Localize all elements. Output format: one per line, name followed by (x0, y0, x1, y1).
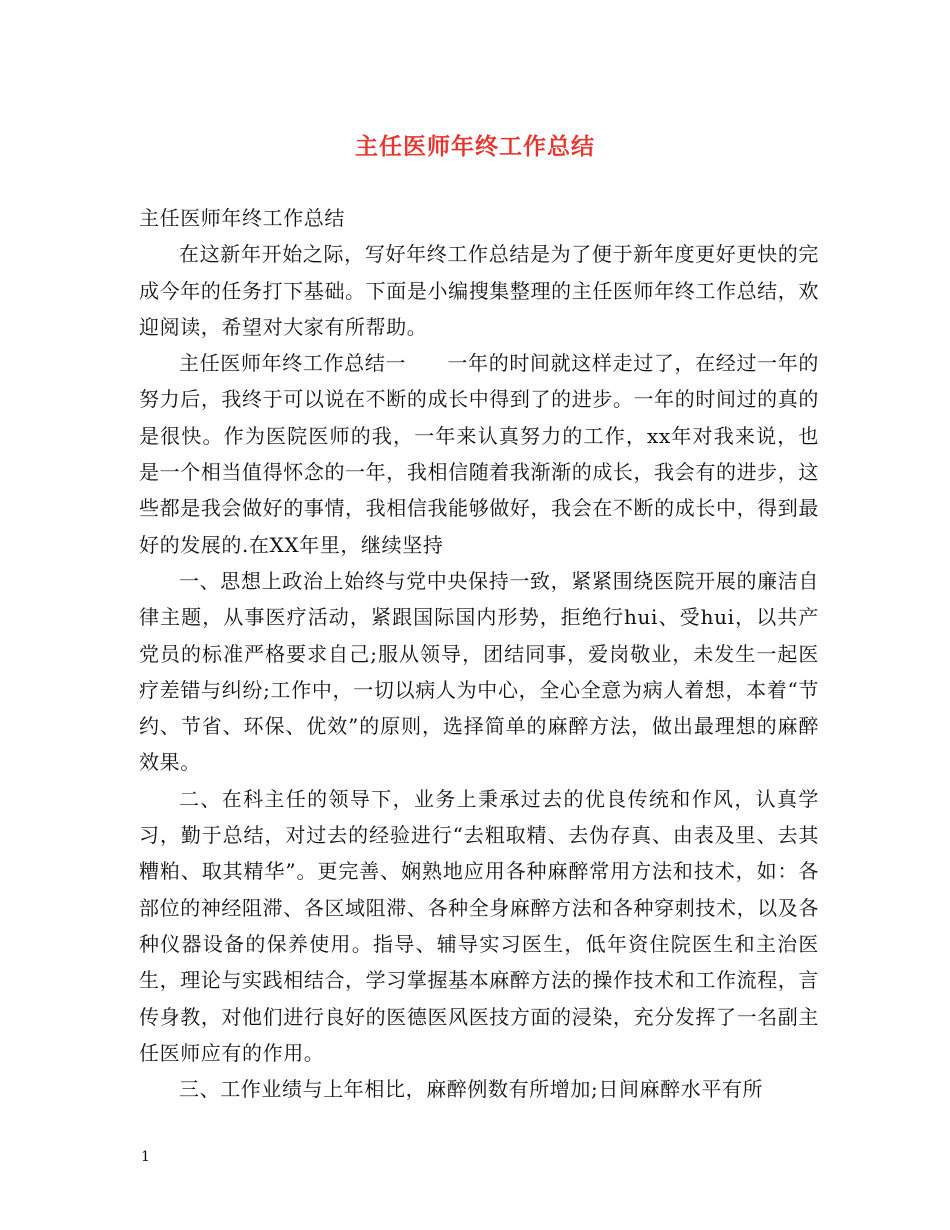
document-title: 主任医师年终工作总结 (355, 133, 595, 160)
page-number: 1 (141, 1149, 150, 1165)
paragraph-intro: 在这新年开始之际，写好年终工作总结是为了便于新年度更好更快的完成今年的任务打下基础。下面是小编搜集整理的主任医师年终工作总结，欢迎阅读，希望对大家有所帮助。 (139, 242, 819, 339)
paragraph-section-one: 一、思想上政治上始终与党中央保持一致，紧紧围绕医院开展的廉洁自律主题，从事医疗活动，紧跟国际国内形势，拒绝行hui、受hui，以共产党员的标准严格要求自己;服从领导，团结同事，爱岗敬业，未发生一起医疗差错与纠纷;工作中，一切以病人为中心，全心全意为病人着想，本着“节约、节省、环保、优效”的原则，选择简单的麻醉方法，做出最理想的麻醉效果。 (139, 568, 819, 775)
paragraph-section-three: 三、工作业绩与上年相比，麻醉例数有所增加;日间麻醉水平有所 (179, 1077, 764, 1102)
body-subtitle: 主任医师年终工作总结 (139, 206, 345, 230)
paragraph-summary-one: 主任医师年终工作总结一 一年的时间就这样走过了，在经过一年的努力后，我终于可以说在不断的成长中得到了的进步。一年的时间过的真的是很快。作为医院医师的我，一年来认真努力的工作，xx年对我来说，也是一个相当值得怀念的一年，我相信随着我渐渐的成长，我会有的进步，这些都是我会做好的事情，我相信我能够做好，我会在不断的成长中，得到最好的发展的.在XX年里，继续坚持 (139, 351, 819, 557)
paragraph-section-two: 二、在科主任的领导下，业务上秉承过去的优良传统和作风，认真学习，勤于总结，对过去的经验进行“去粗取精、去伪存真、由表及里、去其糟粕、取其精华”。更完善、娴熟地应用各种麻醉常用方法和技术，如：各部位的神经阻滞、各区域阻滞、各种全身麻醉方法和各种穿刺技术，以及各种仪器设备的保养使用。指导、辅导实习医生，低年资住院医生和主治医生，理论与实践相结合，学习掌握基本麻醉方法的操作技术和工作流程，言传身教，对他们进行良好的医德医风医技方面的浸染，充分发挥了一名副主任医师应有的作用。 (139, 786, 819, 1065)
document-body (139, 200, 819, 1107)
